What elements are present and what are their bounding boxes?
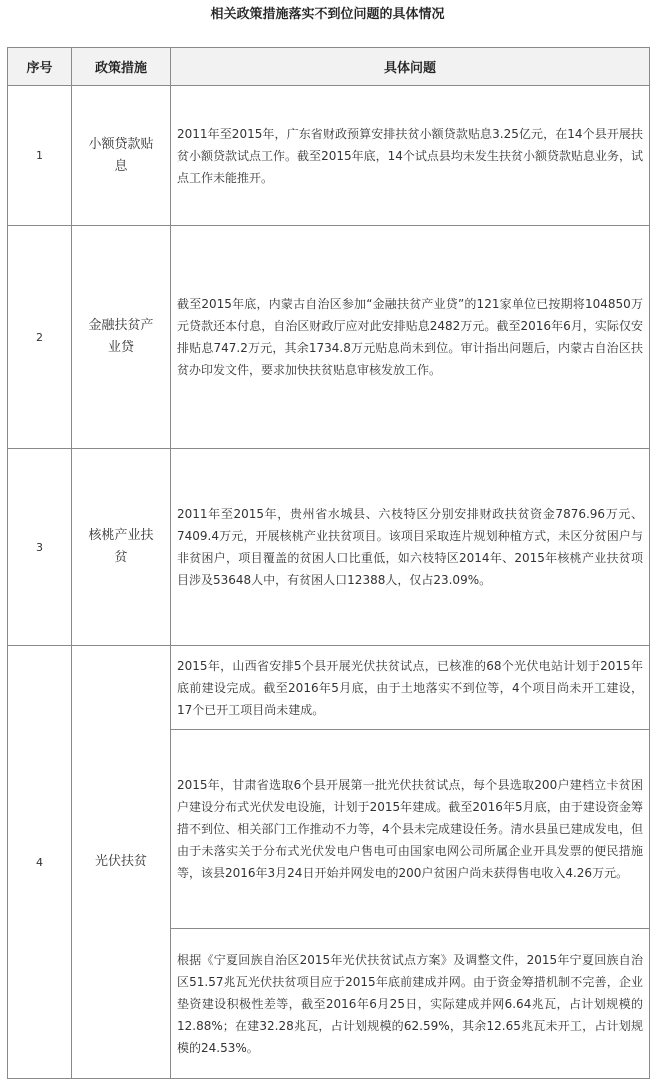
header-index: 序号 [8,48,72,86]
row-issue: 2011年至2015年，广东省财政预算安排扶贫小额贷款贴息3.25亿元，在14个县开展扶贫小额贷款试点工作。截至2015年底，14个试点县均未发生扶贫小额贷款贴息业务，试点工作未能推开。 [171,86,650,226]
row-issue: 根据《宁夏回族自治区2015年光伏扶贫试点方案》及调整文件，2015年宁夏回族自治区51.57兆瓦光伏扶贫项目应于2015年底前建成并网。由于资金筹措机制不完善，企业垫资建设积极性差等，截至2016年6月25日，实际建成并网6.64兆瓦，占计划规模的12.88%；在建32.28兆瓦，占计划规模的62.59%，其余12.65兆瓦未开工，占计划规模的24.53%。 [171,929,650,1079]
row-measure: 金融扶贫产业贷 [72,226,171,449]
header-measure: 政策措施 [72,48,171,86]
row-measure: 光伏扶贫 [72,646,171,1079]
row-index: 3 [8,449,72,646]
row-issue: 2015年，山西省安排5个县开展光伏扶贫试点，已核准的68个光伏电站计划于2015年底前建设完成。截至2016年5月底，由于土地落实不到位等，4个项目尚未开工建设，17个已开工项目尚未建成。 [171,646,650,730]
row-issue: 2015年，甘肃省选取6个县开展第一批光伏扶贫试点，每个县选取200户建档立卡贫困户建设分布式光伏发电设施，计划于2015年建成。截至2016年5月底，由于建设资金筹措不到位、相关部门工作推动不力等，4个县未完成建设任务。清水县虽已建成发电，但由于未落实关于分布式光伏发电户售电可由国家电网公司所属企业开具发票的便民措施等，该县2016年3月24日开始并网发电的200户贫困户尚未获得售电收入4.26万元。 [171,730,650,929]
row-measure: 小额贷款贴息 [72,86,171,226]
row-issue: 2011年至2015年，贵州省水城县、六枝特区分别安排财政扶贫资金7876.96万元、7409.4万元，开展核桃产业扶贫项目。该项目采取连片规划种植方式，未区分贫困户与非贫困户，项目覆盖的贫困人口比重低，如六枝特区2014年、2015年核桃产业扶贫项目涉及53648人中，有贫困人口12388人，仅占23.09%。 [171,449,650,646]
table-row [8,646,650,730]
row-index: 4 [8,646,72,1079]
page-title: 相关政策措施落实不到位问题的具体情况 [210,7,445,22]
row-measure: 核桃产业扶贫 [72,449,171,646]
row-issue: 截至2015年底，内蒙古自治区参加“金融扶贫产业贷”的121家单位已按期将104850万元贷款还本付息，自治区财政厅应对此安排贴息2482万元。截至2016年6月，实际仅安排贴息747.2万元，其余1734.8万元贴息尚未到位。审计指出问题后，内蒙古自治区扶贫办印发文件，要求加快扶贫贴息审核发放工作。 [171,226,650,449]
row-index: 1 [8,86,72,226]
row-index: 2 [8,226,72,449]
policy-issues-table [7,47,650,1079]
table-row [8,86,650,226]
table-row [8,226,650,449]
table-header-row [8,48,650,86]
table-row [8,449,650,646]
header-issue: 具体问题 [171,48,650,86]
